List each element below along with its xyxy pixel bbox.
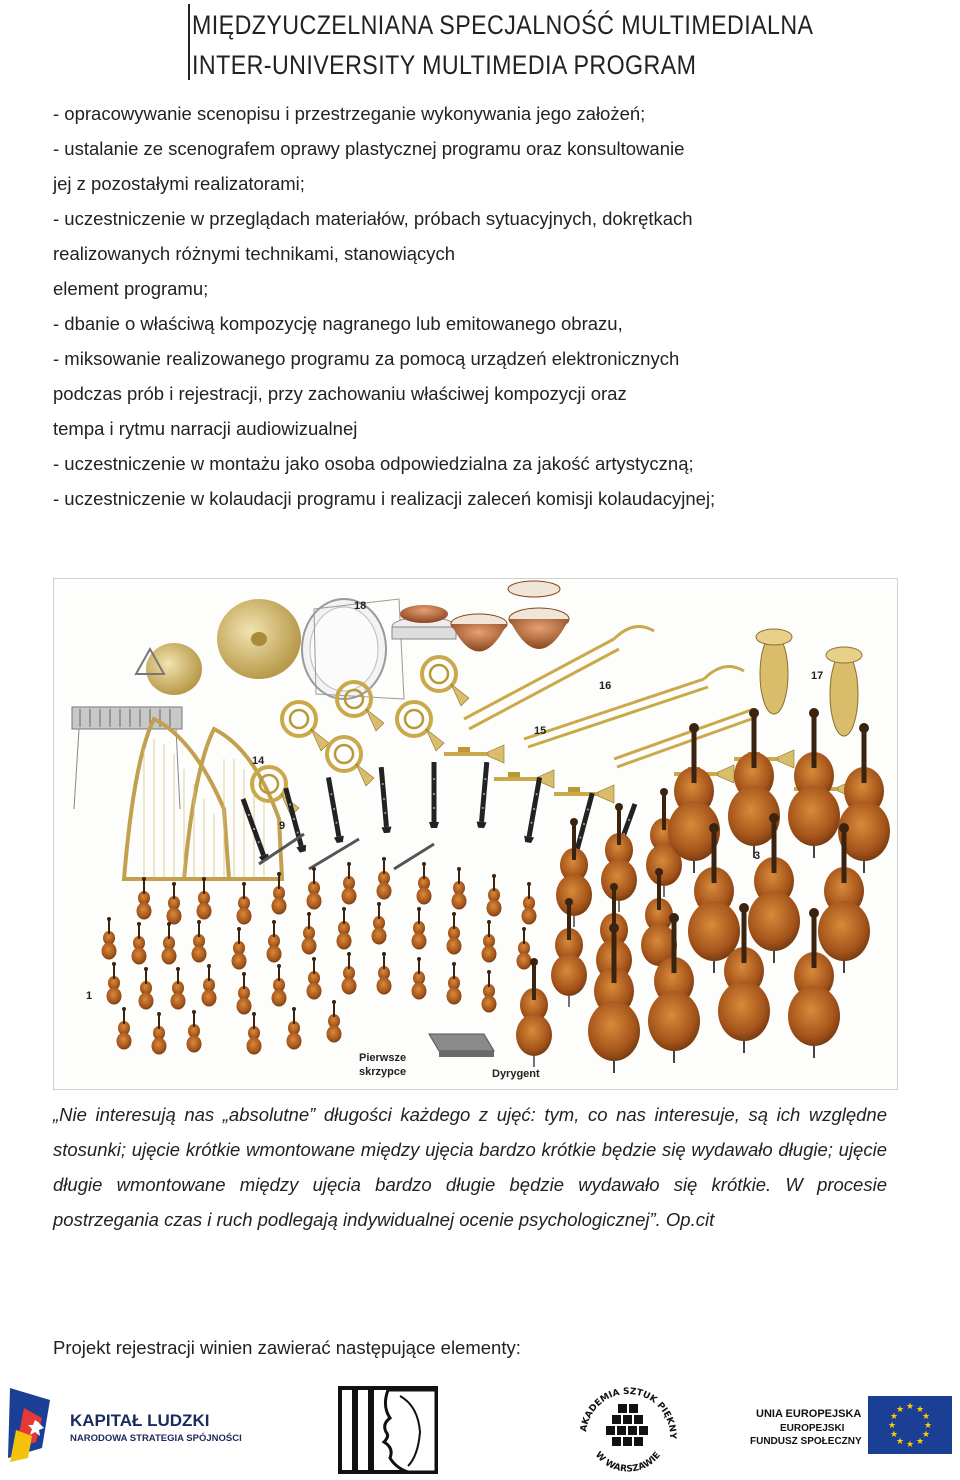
svg-text:★: ★ bbox=[889, 1430, 899, 1440]
eu-subtitle-2: FUNDUSZ SPOŁECZNY bbox=[750, 1436, 862, 1447]
academy-fine-arts-warsaw-logo bbox=[570, 1378, 685, 1475]
duty-line: tempa i rytmu narracji audiowizualnej bbox=[53, 418, 358, 439]
header-divider bbox=[188, 4, 190, 80]
eu-title: UNIA EUROPEJSKA bbox=[756, 1408, 862, 1420]
figure-label: Pierwsze bbox=[359, 1052, 407, 1064]
european-union-logo bbox=[740, 1378, 955, 1475]
timpani-icon bbox=[400, 581, 569, 652]
xylophone-icon bbox=[72, 707, 182, 809]
figure-label: skrzypce bbox=[359, 1066, 407, 1078]
academy-ring-text: AKADEMIA SZTUK PIĘKNY bbox=[579, 1386, 678, 1439]
duty-line: - opracowywanie scenopisu i przestrzeganie wykonywania jego założeń; bbox=[53, 103, 646, 124]
violin-icon bbox=[102, 857, 537, 1055]
duty-line: - uczestniczenie w kolaudacji programu i realizacji zaleceń komisji kolaudacyjnej; bbox=[53, 488, 716, 509]
academy-seal-icon bbox=[570, 1378, 685, 1475]
tuba-icon bbox=[756, 629, 862, 736]
figure-label: 3 bbox=[754, 850, 761, 862]
duty-line: jej z pozostałymi realizatorami; bbox=[53, 173, 305, 194]
kapital-ludzki-title: KAPITAŁ LUDZKI bbox=[70, 1411, 210, 1430]
duty-line: podczas prób i rejestracji, przy zachowaniu właściwej kompozycji oraz bbox=[53, 383, 627, 404]
trumpet-icon bbox=[444, 745, 854, 803]
podium-icon bbox=[429, 1034, 494, 1057]
figure-label: 14 bbox=[252, 755, 265, 767]
trombone-icon bbox=[464, 627, 757, 768]
kapital-ludzki-logo bbox=[0, 1378, 250, 1475]
program-header bbox=[188, 4, 960, 80]
academy-bust-logo bbox=[338, 1386, 438, 1474]
duty-line: - miksowanie realizowanego programu za pomocą urządzeń elektronicznych bbox=[53, 348, 680, 369]
svg-text:★: ★ bbox=[921, 1412, 931, 1422]
flute-icon bbox=[259, 834, 434, 869]
svg-text:★: ★ bbox=[889, 1412, 899, 1422]
svg-text:★: ★ bbox=[905, 1402, 915, 1412]
figure-label: 18 bbox=[354, 600, 367, 612]
duty-line: realizowanych różnymi technikami, stanowiących bbox=[53, 243, 456, 264]
project-requirements-heading: Projekt rejestracji winien zawierać następujące elementy: bbox=[53, 1337, 521, 1358]
svg-text:★: ★ bbox=[887, 1421, 897, 1431]
cymbal-icon bbox=[146, 599, 301, 695]
orchestra-drawing bbox=[54, 579, 897, 1089]
figure-label: 1 bbox=[86, 990, 93, 1002]
eu-flag-icon bbox=[868, 1396, 952, 1454]
figure-label: 9 bbox=[279, 820, 286, 832]
figure-label: 17 bbox=[811, 670, 824, 682]
eu-subtitle-1: EUROPEJSKI bbox=[780, 1423, 845, 1434]
svg-text:★: ★ bbox=[923, 1421, 933, 1431]
duty-line: - ustalanie ze scenografem oprawy plastycznej programu oraz konsultowanie bbox=[53, 138, 685, 159]
duty-line: - uczestniczenie w montażu jako osoba odpowiedzialna za jakość artystyczną; bbox=[53, 453, 694, 474]
bust-profile-icon bbox=[338, 1386, 438, 1474]
duties-list bbox=[53, 96, 913, 516]
orchestra-illustration bbox=[53, 578, 898, 1090]
duty-line: element programu; bbox=[53, 278, 209, 299]
quote-paragraph: „Nie interesują nas „absolutne” długości każdego z ujęć: tym, co nas interesuje, są ich względne stosunki; ujęcie krótkie wmontowane między ujęcia bardzo krótkie będzie się wydawało długie; ujęcie długie wmontowane między ujęcia bardzo długie będzie wydawało się krótkie. W procesie postrzegania czas i ruch podlegają indywidualnej ocenie psychologicznej”. Op.cit bbox=[53, 1104, 887, 1230]
kapital-ludzki-subtitle: NARODOWA STRATEGIA SPÓJNOŚCI bbox=[70, 1433, 242, 1444]
academy-city-text: W WARSZAWIE bbox=[592, 1450, 663, 1475]
header-title-polish: MIĘDZYUCZELNIANA SPECJALNOŚĆ MULTIMEDIALNA bbox=[192, 10, 814, 40]
svg-text:★: ★ bbox=[895, 1437, 905, 1447]
header-title-english: INTER-UNIVERSITY MULTIMEDIA PROGRAM bbox=[192, 50, 697, 80]
duty-line: - uczestniczenie w przeglądach materiałów, próbach sytuacyjnych, dokrętkach bbox=[53, 208, 693, 229]
svg-text:★: ★ bbox=[905, 1440, 915, 1450]
kapital-ludzki-emblem-icon bbox=[2, 1378, 62, 1475]
svg-text:★: ★ bbox=[915, 1437, 925, 1447]
footer-logos bbox=[0, 1378, 960, 1475]
svg-text:★: ★ bbox=[921, 1430, 931, 1440]
figure-label: Dyrygent bbox=[492, 1068, 540, 1080]
duty-line: - dbanie o właściwą kompozycję nagranego lub emitowanego obrazu, bbox=[53, 313, 623, 334]
svg-text:★: ★ bbox=[915, 1405, 925, 1415]
svg-text:★: ★ bbox=[895, 1405, 905, 1415]
figure-label: 16 bbox=[599, 680, 612, 692]
figure-label: 15 bbox=[534, 725, 547, 737]
